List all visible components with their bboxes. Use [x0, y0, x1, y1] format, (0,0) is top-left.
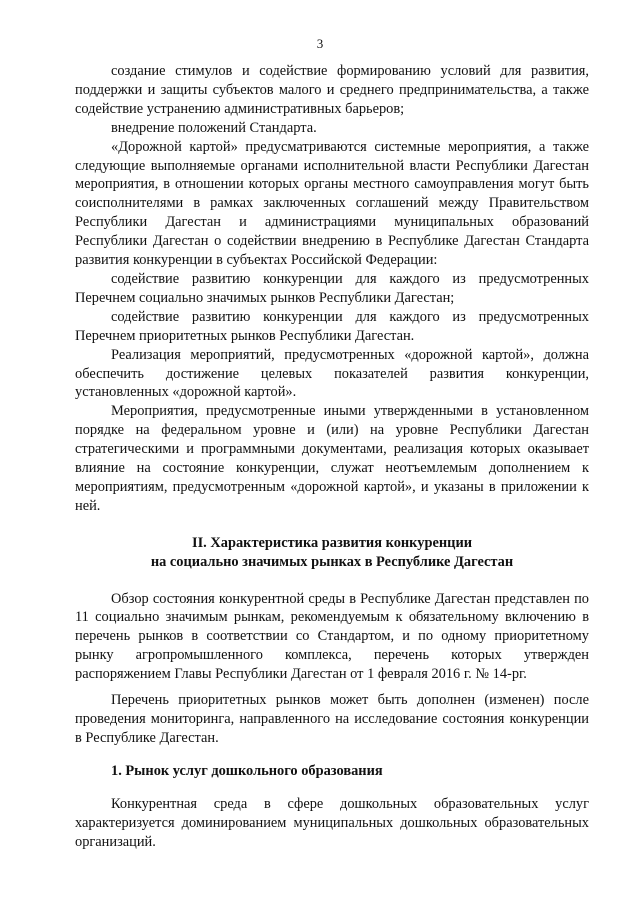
page-number: 3	[316, 36, 324, 51]
subsection-heading: 1. Рынок услуг дошкольного образования	[111, 762, 383, 779]
section-heading-line2: на социально значимых рынках в Республике Дагестан	[150, 553, 514, 570]
document-body	[75, 62, 589, 851]
paragraph-incentives: создание стимулов и содействие формированию условий для развития, поддержки и защиты субъектов малого и среднего предпринимательства, а также содействие устранению административных барьеров;	[75, 63, 589, 117]
paragraph-roadmap: «Дорожной картой» предусматриваются системные мероприятия, а также следующие выполняемые органами исполнительной власти Республики Дагестан мероприятия, в отношении которых органы местного самоуправления могут быть соисполнителями в рамках заключенных соглашений между Правительством Республики Дагестан и администрациями муниципальных образований Республики Дагестан о содействии внедрению в Республике Дагестан Стандарта развития конкуренции в субъектах Российской Федерации:	[75, 138, 589, 269]
paragraph-social-markets: содействие развитию конкуренции для каждого из предусмотренных Перечнем социально значимых рынков Республики Дагестан;	[75, 270, 589, 306]
paragraph-priority-markets: содействие развитию конкуренции для каждого из предусмотренных Перечнем приоритетных рынков Республики Дагестан.	[75, 308, 589, 344]
section-heading	[75, 534, 589, 572]
spacer	[75, 684, 589, 691]
paragraph-implementation: Реализация мероприятий, предусмотренных «дорожной картой», должна обеспечить достижение целевых показателей развития конкуренции, установленных «дорожной картой».	[75, 346, 589, 401]
spacer	[75, 748, 589, 762]
paragraph-list-change: Перечень приоритетных рынков может быть дополнен (изменен) после проведения мониторинга, направленного на исследование состояния конкуренции в Республике Дагестан.	[75, 692, 589, 746]
paragraph-overview: Обзор состояния конкурентной среды в Республике Дагестан представлен по 11 социально значимым рынкам, рекомендуемым к обязательному включению в перечень рынков в соответствии со Стандартом, и по одному приоритетному рынку агропромышленного комплекса, перечень которых утвержден распоряжением Главы Республики Дагестан от 1 февраля 2016 г. № 14-рг.	[75, 590, 589, 683]
paragraph-other-measures: Мероприятия, предусмотренные иными утвержденными в установленном порядке на федеральном уровне и (или) на уровне Республики Дагестан стратегическими и программными документами, реализация которых оказывает влияние на состояние конкуренции, служат неотъемлемым дополнением к мероприятиям, предусмотренным «дорожной картой», и указаны в приложении к ней.	[75, 403, 589, 514]
spacer	[75, 781, 589, 795]
paragraph-standard: внедрение положений Стандарта.	[111, 119, 317, 136]
paragraph-preschool: Конкурентная среда в сфере дошкольных образовательных услуг характеризуется доминированием муниципальных дошкольных образовательных организаций.	[75, 795, 589, 850]
section-heading-line1: II. Характеристика развития конкуренции	[191, 534, 473, 551]
spacer	[75, 516, 589, 534]
spacer	[75, 572, 589, 590]
